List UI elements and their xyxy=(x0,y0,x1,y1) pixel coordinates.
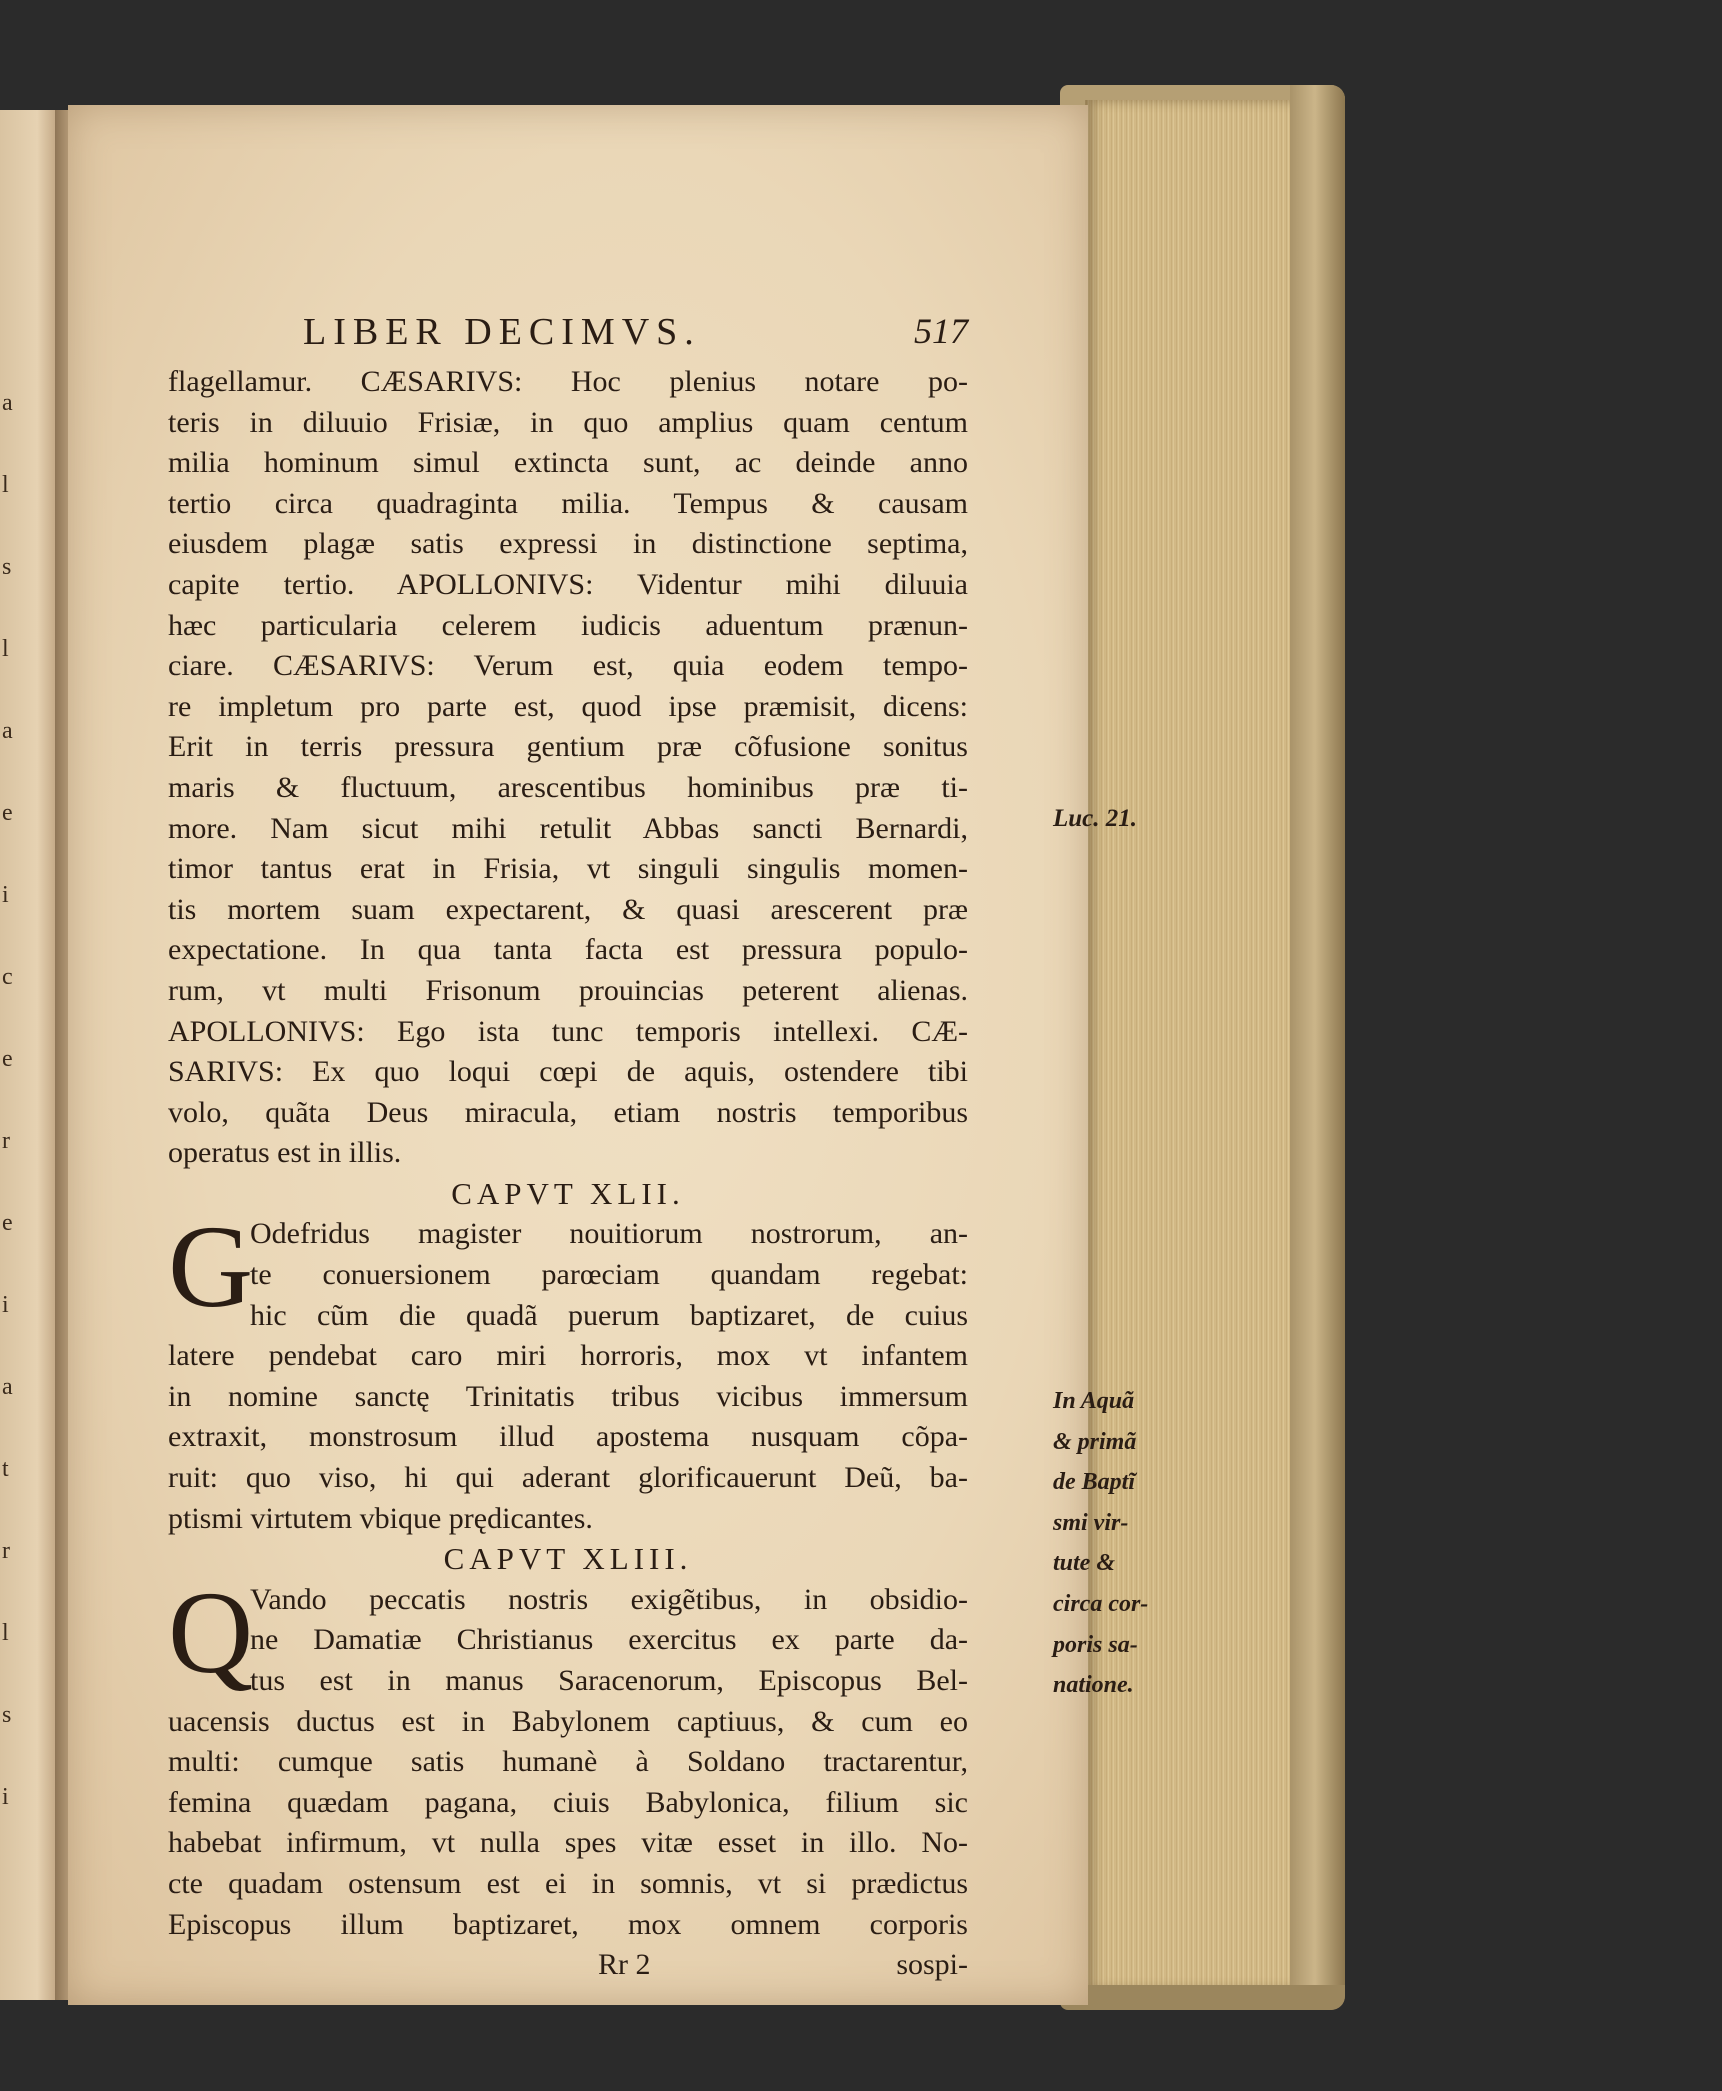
facing-page-glyph: r xyxy=(2,1538,10,1564)
text-line: Odefridus magister nouitiorum nostrorum, an- xyxy=(250,1217,968,1251)
text-line: Erit in terris pressura gentium præ cõfusione sonitus xyxy=(168,730,968,764)
facing-page-glyphs xyxy=(2,390,32,1890)
margin-note-line: natione. xyxy=(1053,1672,1134,1699)
text-line: rum, vt multi Frisonum prouincias peterent alienas. xyxy=(168,973,968,1007)
facing-page-glyph: e xyxy=(2,800,13,826)
chapter-43-paragraph xyxy=(168,1566,968,1945)
text-line: extraxit, monstrosum illud apostema nusquam cõpa- xyxy=(168,1420,968,1454)
text-line: ptismi virtutem vbique prędicantes. xyxy=(168,1501,593,1535)
text-line: SARIVS: Ex quo loqui cœpi de aquis, ostendere tibi xyxy=(168,1055,968,1089)
margin-note-luc: Luc. 21. xyxy=(1053,805,1138,832)
text-line: flagellamur. CÆSARIVS: Hoc plenius notare po- xyxy=(168,365,968,398)
margin-note-line: poris sa- xyxy=(1053,1631,1138,1658)
margin-note-line: tute & xyxy=(1053,1550,1116,1577)
text-line: habebat infirmum, vt nulla spes vitæ esset in illo. No- xyxy=(168,1826,968,1860)
cover-fore-edge xyxy=(1290,85,1345,2010)
facing-page-glyph: e xyxy=(2,1210,13,1236)
facing-page-glyph: e xyxy=(2,1046,13,1072)
text-line: latere pendebat caro miri horroris, mox vt infantem xyxy=(168,1339,968,1373)
text-line: hæc particularia celerem iudicis aduentum prænun- xyxy=(168,608,968,642)
footer-line xyxy=(168,1945,968,1986)
text-line: operatus est in illis. xyxy=(168,1136,402,1170)
facing-page-glyph: i xyxy=(2,1292,9,1318)
catchword: sospi- xyxy=(896,1948,968,1982)
facing-page-glyph: t xyxy=(2,1456,9,1482)
signature-mark: Rr 2 xyxy=(598,1948,651,1982)
margin-note-line: smi vir- xyxy=(1053,1509,1129,1536)
text-line: ruit: quo viso, hi qui aderant glorificauerunt Deũ, ba- xyxy=(168,1461,968,1495)
text-line: Episcopus illum baptizaret, mox omnem corporis xyxy=(168,1907,968,1941)
facing-page-glyph: r xyxy=(2,1128,10,1154)
text-line: femina quædam pagana, ciuis Babylonica, filium sic xyxy=(168,1785,968,1819)
text-line: hic cũm die quadã puerum baptizaret, de cuius xyxy=(250,1298,968,1332)
facing-page-glyph: i xyxy=(2,882,9,908)
facing-page-glyph: s xyxy=(2,1702,12,1728)
text-line: ciare. CÆSARIVS: Verum est, quia eodem tempo- xyxy=(168,649,968,683)
dropcap-q: Q xyxy=(168,1566,254,1698)
dropcap-g: G xyxy=(168,1201,254,1333)
chapter-42-heading: CAPVT XLII. xyxy=(451,1175,685,1211)
margin-note-line: In Aquã xyxy=(1053,1388,1135,1414)
facing-page-glyph: a xyxy=(2,390,13,416)
text-line: Vando peccatis nostris exigẽtibus, in obsidio- xyxy=(250,1582,968,1616)
running-title: LIBER DECIMVS. xyxy=(303,311,701,353)
facing-page-glyph: a xyxy=(2,1374,13,1400)
text-line: multi: cumque satis humanè à Soldano tractarentur, xyxy=(168,1745,968,1779)
chapter-42-paragraph xyxy=(168,1201,968,1539)
cover-bottom-edge xyxy=(1060,1985,1345,2010)
text-line: ne Damatiæ Christianus exercitus ex parte da- xyxy=(250,1623,968,1657)
text-line: teris in diluuio Frisiæ, in quo amplius quam centum xyxy=(168,405,968,439)
text-block xyxy=(168,310,1149,1986)
text-line: milia hominum simul extincta sunt, ac deinde anno xyxy=(168,446,968,480)
text-line: capite tertio. APOLLONIVS: Videntur mihi diluuia xyxy=(168,567,968,601)
body-text xyxy=(168,362,968,1174)
chapter-43-heading: CAPVT XLIII. xyxy=(443,1541,693,1577)
text-line: re impletum pro parte est, quod ipse præmisit, dicens: xyxy=(168,689,968,723)
text-line: eiusdem plagæ satis expressi in distinctione septima, xyxy=(168,527,968,561)
text-line: tertio circa quadraginta milia. Tempus & causam xyxy=(168,486,968,520)
facing-page-glyph: l xyxy=(2,472,9,498)
text-line: tis mortem suam expectarent, & quasi arescerent præ xyxy=(168,892,968,926)
margin-note-line: & primã xyxy=(1053,1428,1137,1455)
text-line: more. Nam sicut mihi retulit Abbas sancti Bernardi, xyxy=(168,811,968,845)
text-line: in nomine sanctę Trinitatis tribus vicibus immersum xyxy=(168,1379,968,1413)
text-line: tus est in manus Saracenorum, Episcopus Bel- xyxy=(250,1664,968,1697)
facing-page-glyph: s xyxy=(2,554,12,580)
facing-page-glyph: c xyxy=(2,964,13,990)
text-line: maris & fluctuum, arescentibus hominibus præ ti- xyxy=(168,770,968,804)
facing-page-glyph: l xyxy=(2,1620,9,1646)
facing-page-glyph: i xyxy=(2,1784,9,1810)
facing-page-glyph: a xyxy=(2,718,13,744)
page-block-edge xyxy=(1085,100,1295,1990)
page-number: 517 xyxy=(914,311,968,351)
margin-note-aqua xyxy=(1053,1381,1148,1706)
text-line: volo, quãta Deus miracula, etiam nostris temporibus xyxy=(168,1095,968,1129)
margin-note-line: circa cor- xyxy=(1053,1590,1149,1617)
text-line: te conuersionem parœciam quandam regebat: xyxy=(250,1258,968,1292)
recto-page xyxy=(68,105,1149,2005)
text-line: timor tantus erat in Frisia, vt singuli singulis momen- xyxy=(168,852,968,886)
text-line: APOLLONIVS: Ego ista tunc temporis intellexi. CÆ- xyxy=(168,1014,968,1048)
text-line: uacensis ductus est in Babylonem captiuus, & cum eo xyxy=(168,1704,968,1738)
text-line: cte quadam ostensum est ei in somnis, vt si prædictus xyxy=(168,1866,968,1900)
running-head xyxy=(168,310,968,358)
text-line: expectatione. In qua tanta facta est pressura populo- xyxy=(168,933,968,967)
facing-page-glyph: l xyxy=(2,636,9,662)
facing-page-edge xyxy=(0,110,62,2000)
margin-note-line: de Baptĩ xyxy=(1053,1469,1135,1496)
